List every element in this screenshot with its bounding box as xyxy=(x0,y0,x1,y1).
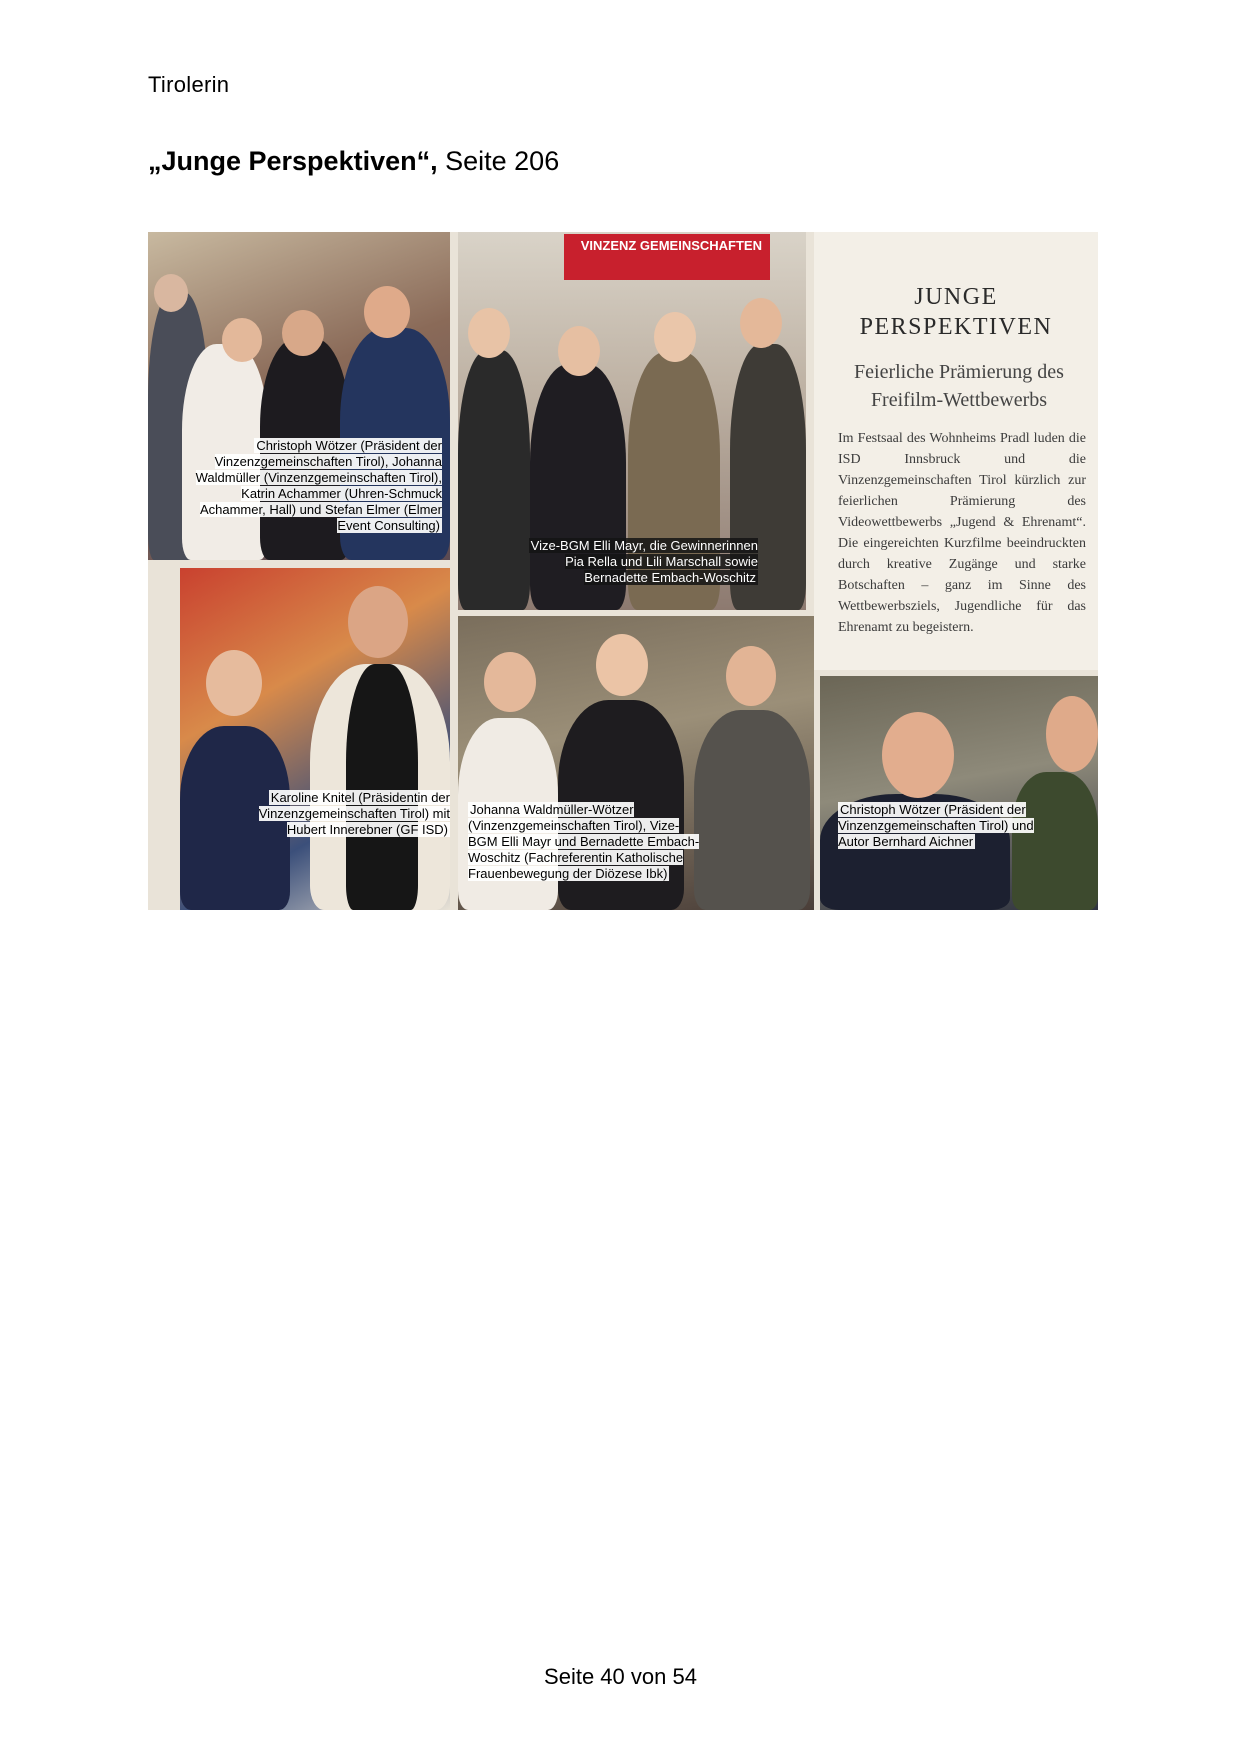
article-body: Im Festsaal des Wohnheims Pradl luden die ISD Innsbruck und die Vinzenzgemeinschaften Tirol kürzlich zur feierlichen Prämierung des Videowettbewerbs „Jugend & Ehrenamt“. Die eingereichten Kurzfilme beeindruckten durch kreative Zugänge und starke Botschaften – ganz im Sinne des Wettbewerbsziels, Jugendliche für das Ehrenamt zu begeistern. xyxy=(838,431,1086,635)
photo-caption: Johanna Waldmüller-Wötzer (Vinzenzgemeinschaften Tirol), Vize-BGM Elli Mayr und Bernadette Embach-Woschitz (Fachreferentin Katholische Frauenbewegung der Diözese Ibk) xyxy=(468,802,700,881)
magazine-clipping xyxy=(148,232,1098,910)
article-heading xyxy=(148,146,559,177)
photo-caption: Karoline Knitel (Präsidentin der Vinzenzgemeinschaften Tirol) mit Hubert Innerebner (GF ISD) xyxy=(258,790,450,837)
photo-caption: Christoph Wötzer (Präsident der Vinzenzgemeinschaften Tirol), Johanna Waldmüller (Vinzenzgemeinschaften Tirol), Katrin Achammer (Uhren-Schmuck Achammer, Hall) und Stefan Elmer (Elmer Event Consulting) xyxy=(195,438,442,533)
photo-knitel-innerebner xyxy=(180,568,450,910)
article-title: JUNGE PERSPEKTIVEN xyxy=(859,284,1053,340)
article-subtitle: Feierliche Prämierung des Freifilm-Wettbewerbs xyxy=(854,361,1064,411)
vinzenz-banner: VINZENZ GEMEINSCHAFTEN xyxy=(564,234,770,280)
photo-caption: Vize-BGM Elli Mayr, die Gewinnerinnen Pia Rella und Lili Marschall sowie Bernadette Embach-Woschitz xyxy=(530,538,758,585)
heading-page: Seite 206 xyxy=(445,146,560,176)
heading-title: „Junge Perspektiven“, xyxy=(148,146,438,176)
photo-caption: Christoph Wötzer (Präsident der Vinzenzgemeinschaften Tirol) und Autor Bernhard Aichner xyxy=(838,802,1034,849)
photo-award-winners xyxy=(458,232,806,610)
page-number: Seite 40 von 54 xyxy=(544,1664,697,1689)
photo-woetzer-aichner xyxy=(820,676,1098,910)
photo-group-four xyxy=(148,232,450,560)
photo-group-three-women xyxy=(458,616,814,910)
article-text-column xyxy=(814,232,1098,670)
source-publication: Tirolerin xyxy=(148,72,230,97)
